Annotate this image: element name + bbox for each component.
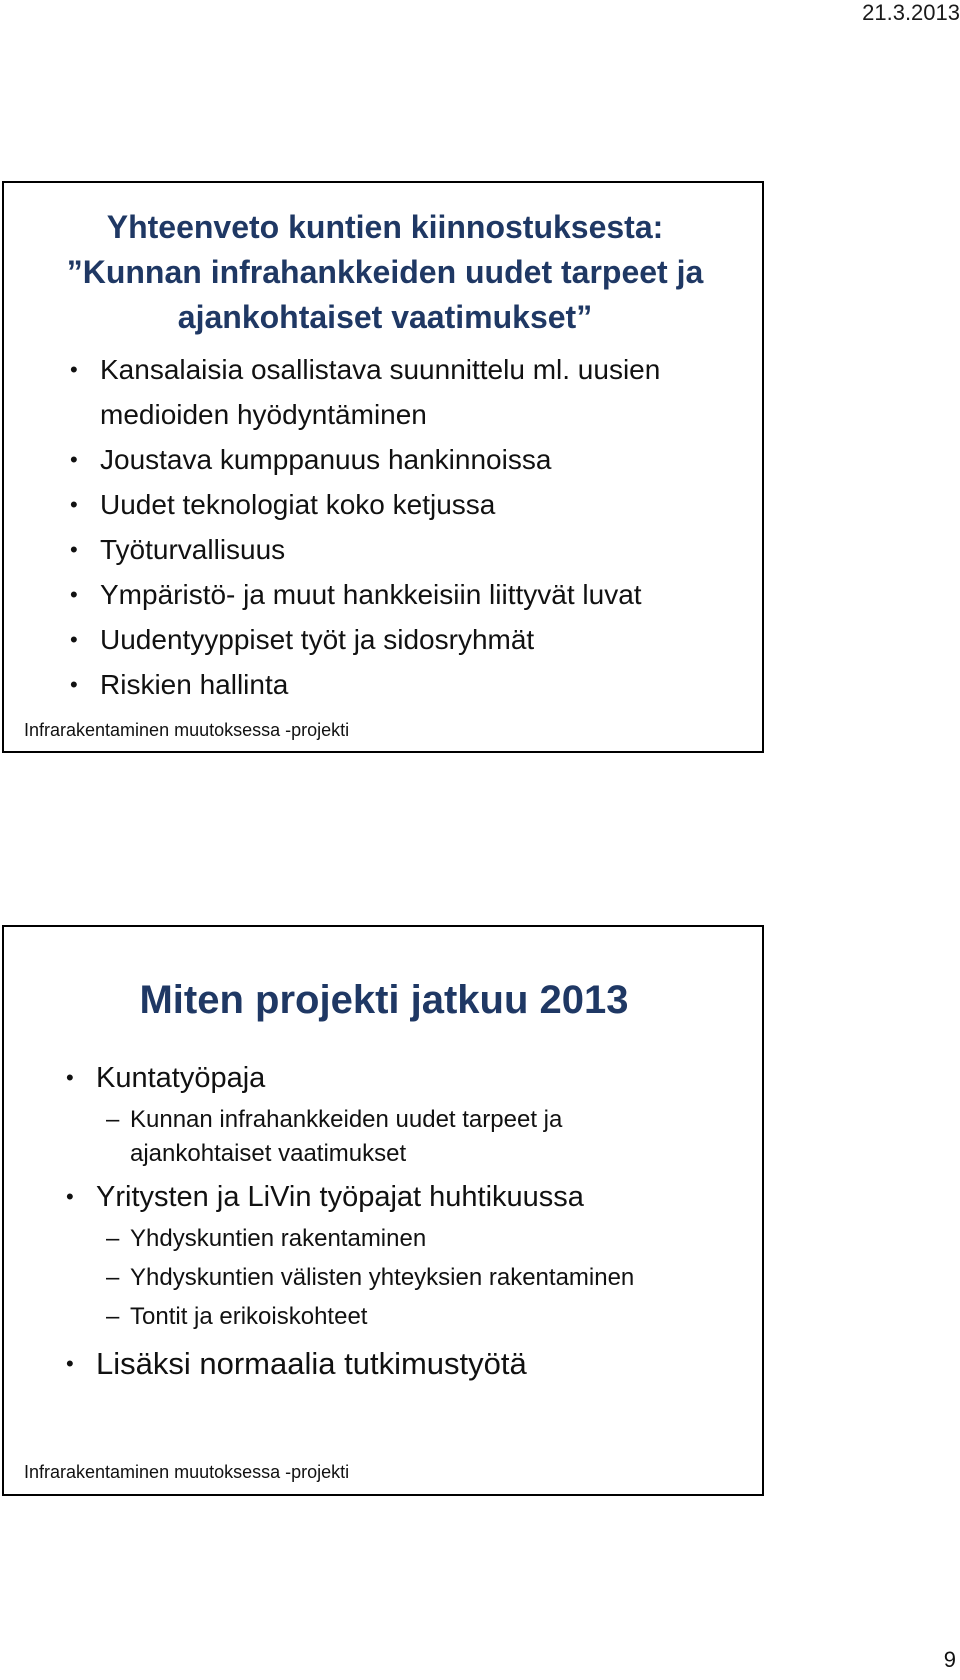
bullet-item [4, 347, 764, 437]
sub-item [4, 1103, 764, 1171]
bullet-text: Uudet teknologiat koko ketjussa [100, 489, 496, 520]
slide-next-steps [2, 925, 764, 1496]
bullet-text: Uudentyyppiset työt ja sidosryhmät [100, 624, 535, 655]
slide-summary [2, 181, 764, 753]
bullet-item [4, 1342, 764, 1386]
page-date: 21.3.2013 [862, 0, 960, 25]
bullet-text: Riskien hallinta [100, 669, 289, 700]
bullet-icon: • [70, 537, 78, 562]
bullet-item [4, 1177, 764, 1217]
bullet-icon: • [66, 1184, 74, 1209]
slide-footer: Infrarakentaminen muutoksessa -projekti [24, 720, 350, 740]
dash-icon: – [106, 1264, 120, 1291]
dash-icon: – [106, 1303, 120, 1330]
bullet-icon: • [70, 627, 78, 652]
bullet-text: Joustava kumppanuus hankinnoissa [100, 444, 552, 475]
slide-footer: Infrarakentaminen muutoksessa -projekti [24, 1462, 350, 1482]
bullet-icon: • [70, 672, 78, 697]
sub-item [4, 1300, 764, 1334]
bullet-icon: • [70, 582, 78, 607]
title-line: ”Kunnan infrahankkeiden uudet tarpeet ja [66, 254, 704, 290]
title-line: Yhteenveto kuntien kiinnostuksesta: [106, 209, 664, 245]
bullet-text: Kuntatyöpaja [96, 1062, 266, 1094]
bullet-item [4, 437, 764, 482]
bullet-item [4, 1058, 764, 1098]
bullet-item [4, 572, 764, 617]
bullet-icon: • [70, 357, 78, 382]
sub-item-text: Tontit ja erikoiskohteet [130, 1303, 368, 1330]
sub-item-text: Yhdyskuntien rakentaminen [130, 1225, 427, 1252]
slide-title [24, 205, 746, 340]
bullet-item [4, 527, 764, 572]
dash-icon: – [106, 1106, 120, 1133]
page-number: 9 [943, 1647, 956, 1672]
bullet-icon: • [70, 447, 78, 472]
bullet-list [4, 347, 764, 707]
title-line: ajankohtaiset vaatimukset” [177, 299, 593, 335]
bullet-text: Yritysten ja LiVin työpajat huhtikuussa [96, 1181, 584, 1213]
bullet-item [4, 482, 764, 527]
sub-item [4, 1261, 764, 1295]
dash-icon: – [106, 1225, 120, 1252]
bullet-item [4, 617, 764, 662]
bullet-text: Kansalaisia osallistava suunnittelu ml. uusien medioiden hyödyntäminen [100, 354, 661, 430]
sub-item-text: Kunnan infrahankkeiden uudet tarpeet ja ajankohtaiset vaatimukset [130, 1106, 563, 1167]
bullet-list [4, 1058, 764, 1386]
bullet-item [4, 662, 764, 707]
bullet-text: Työturvallisuus [100, 534, 286, 565]
bullet-icon: • [66, 1065, 74, 1090]
sub-item-text: Yhdyskuntien välisten yhteyksien rakentaminen [130, 1264, 635, 1291]
slide-title: Miten projekti jatkuu 2013 [139, 978, 629, 1022]
bullet-icon: • [70, 492, 78, 517]
bullet-text: Ympäristö- ja muut hankkeisiin liittyvät luvat [100, 579, 642, 610]
bullet-text: Lisäksi normaalia tutkimustyötä [96, 1346, 527, 1381]
bullet-icon: • [66, 1351, 74, 1376]
sub-item [4, 1222, 764, 1256]
